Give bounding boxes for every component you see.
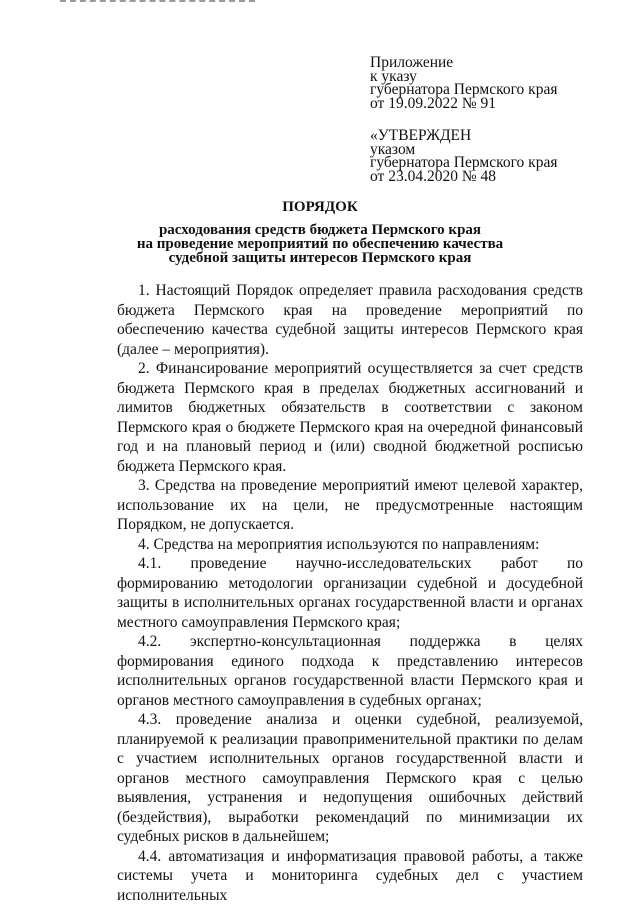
paragraph-4-1: 4.1. проведение научно-исследовательских работ по формированию методологии организации судебной и досудебной защиты в исполнительных органах государственной власти и органах местного самоуправления Пермского края; [117, 555, 583, 631]
appendix-line: к указу [370, 67, 417, 85]
approved-line: «УТВЕРЖДЕН [370, 127, 472, 144]
scan-top-artifact [60, 0, 255, 5]
paragraph-4-2: 4.2. экспертно-консультационная поддержка в целях формирования единого подхода к представлению интересов исполнительных органов государственной власти Пермского края и органов местного самоуправления в судебных органах; [117, 633, 583, 709]
approved-block [370, 129, 620, 183]
appendix-line: Приложение [370, 54, 454, 71]
paragraph-1: 1. Настоящий Порядок определяет правила расходования средств бюджета Пермского края на проведение мероприятий по обеспечению качества судебной защиты интересов Пермского края (далее – мероприятия). [117, 282, 583, 358]
document-body [117, 281, 583, 905]
approved-line: указом [370, 140, 416, 158]
appendix-line: губернатора Пермского края [370, 81, 558, 98]
paragraph-2: 2. Финансирование мероприятий осуществляется за счет средств бюджета Пермского края в пределах бюджетных ассигнований и лимитов бюджетных обязательств в соответствии с законом Пермского края о бюджете Пермского края на очередной финансовый год и на плановый период и (или) сводной бюджетной росписью бюджета Пермского края. [117, 360, 583, 475]
subtitle-line: судебной защиты интересов Пермского края [168, 250, 472, 266]
document-title: ПОРЯДОК [282, 199, 358, 215]
approved-line: губернатора Пермского края [370, 154, 558, 171]
subtitle-line: на проведение мероприятий по обеспечению качества [136, 236, 504, 252]
approved-line: от 23.04.2020 № 48 [370, 167, 496, 185]
appendix-line: от 19.09.2022 № 91 [370, 94, 496, 112]
subtitle-line: расходования средств бюджета Пермского края [158, 222, 482, 238]
paragraph-3: 3. Средства на проведение мероприятий имеют целевой характер, использование их на цели, не предусмотренные настоящим Порядком, не допускается. [117, 477, 583, 533]
paragraph-4-4: 4.4. автоматизация и информатизация правовой работы, а также системы учета и мониторинга судебных дел с участием исполнительных [117, 847, 583, 904]
paragraph-4-3: 4.3. проведение анализа и оценки судебной, реализуемой, планируемой к реализации правоприменительной практики по делам с участием исполнительных органов государственной власти и органов местного самоуправления Пермского края с целью выявления, устранения и недопущения ошибочных действий (бездействия), выработки рекомендаций по минимизации их судебных рисков в дальнейшем; [117, 711, 583, 845]
document-subtitle [0, 223, 640, 265]
appendix-block [370, 56, 620, 110]
paragraph-4: 4. Средства на мероприятия используются по направлениям: [138, 535, 540, 553]
